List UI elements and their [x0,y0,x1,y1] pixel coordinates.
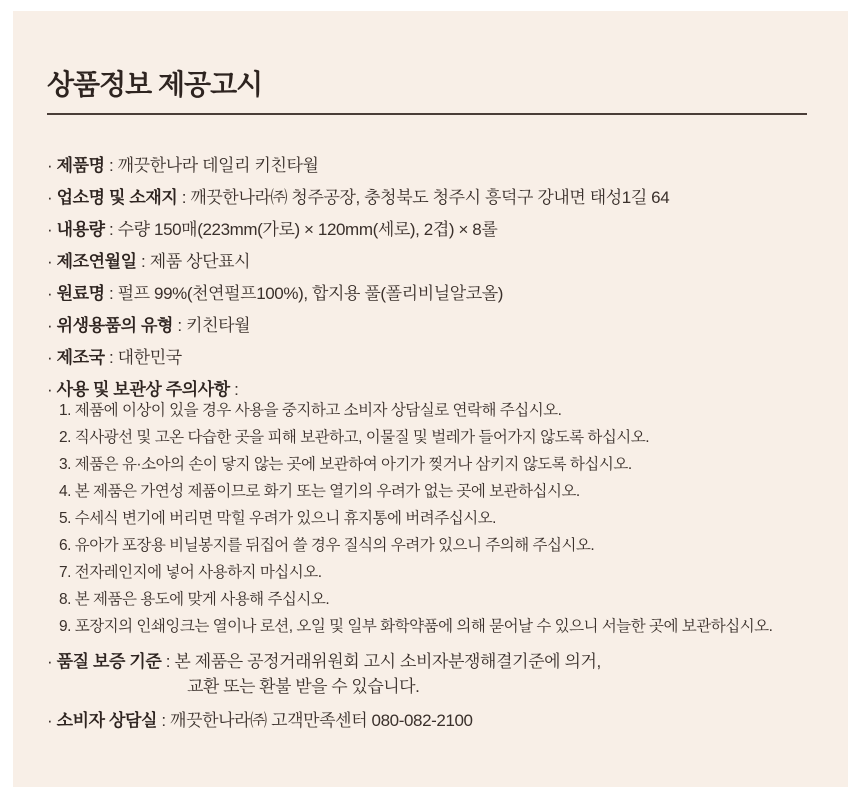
info-value: 깨끗한나라 데일리 키친타월 [117,156,319,175]
info-row: · 원료명 : 펄프 99%(천연펄프100%), 합지용 풀(폴리비닐알코올) [47,284,504,303]
info-label: 위생용품의 유형 [56,316,174,335]
info-row: · 제조국 : 대한민국 [47,348,182,367]
info-value: 대한민국 [117,348,182,367]
info-value: 깨끗한나라㈜ 고객만족센터 080-082-2100 [170,711,473,730]
info-label: 사용 및 보관상 주의사항 [56,380,230,399]
info-row: · 내용량 : 수량 150매(223mm(가로) × 120mm(세로), 2겹) × 8롤 [47,220,498,239]
info-value: 수량 150매(223mm(가로) × 120mm(세로), 2겹) × 8롤 [117,220,498,239]
info-label: 제조국 [56,348,105,367]
info-label: 내용량 [56,220,105,239]
product-info-notice-panel [13,11,848,787]
title-divider [47,113,807,115]
info-value: 펄프 99%(천연펄프100%), 합지용 풀(폴리비닐알코올) [117,284,504,303]
info-label: 소비자 상담실 [56,711,158,730]
caution-item: 7. 전자레인지에 넣어 사용하지 마십시오. [59,564,322,581]
info-row: · 업소명 및 소재지 : 깨끗한나라㈜ 청주공장, 충청북도 청주시 흥덕구 강내면 태성1길 64 [47,188,670,207]
caution-item: 4. 본 제품은 가연성 제품이므로 화기 또는 열기의 우려가 없는 곳에 보관하십시오. [59,483,580,500]
info-row: · 사용 및 보관상 주의사항 : [47,380,239,399]
info-value: 키친타월 [186,316,251,335]
caution-item: 3. 제품은 유·소아의 손이 닿지 않는 곳에 보관하여 아기가 찢거나 삼키지 않도록 하십시오. [59,456,632,473]
quality-standard-line2: 교환 또는 환불 받을 수 있습니다. [187,677,420,696]
quality-standard-row: · 품질 보증 기준 : 본 제품은 공정거래위원회 고시 소비자분쟁해결기준에 의거, [47,652,601,671]
info-value: 깨끗한나라㈜ 청주공장, 충청북도 청주시 흥덕구 강내면 태성1길 64 [190,188,670,207]
info-value: 본 제품은 공정거래위원회 고시 소비자분쟁해결기준에 의거, [174,652,601,671]
info-row: · 제조연월일 : 제품 상단표시 [47,252,251,271]
caution-item: 8. 본 제품은 용도에 맞게 사용해 주십시오. [59,591,330,608]
info-label: 제품명 [56,156,105,175]
consumer-center-row: · 소비자 상담실 : 깨끗한나라㈜ 고객만족센터 080-082-2100 [47,711,473,730]
info-label: 원료명 [56,284,105,303]
caution-item: 9. 포장지의 인쇄잉크는 열이나 로션, 오일 및 일부 화학약품에 의해 묻어날 수 있으니 서늘한 곳에 보관하십시오. [59,618,773,635]
info-row: · 제품명 : 깨끗한나라 데일리 키친타월 [47,156,319,175]
page-title: 상품정보 제공고시 [47,69,263,100]
info-value: 제품 상단표시 [149,252,251,271]
info-label: 제조연월일 [56,252,137,271]
caution-item: 1. 제품에 이상이 있을 경우 사용을 중지하고 소비자 상담실로 연락해 주십시오. [59,402,562,419]
info-label: 업소명 및 소재지 [56,188,178,207]
caution-item: 6. 유아가 포장용 비닐봉지를 뒤집어 쓸 경우 질식의 우려가 있으니 주의해 주십시오. [59,537,595,554]
info-row: · 위생용품의 유형 : 키친타월 [47,316,251,335]
info-label: 품질 보증 기준 [56,652,162,671]
caution-item: 5. 수세식 변기에 버리면 막힐 우려가 있으니 휴지통에 버려주십시오. [59,510,496,527]
caution-item: 2. 직사광선 및 고온 다습한 곳을 피해 보관하고, 이물질 및 벌레가 들어가지 않도록 하십시오. [59,429,650,446]
